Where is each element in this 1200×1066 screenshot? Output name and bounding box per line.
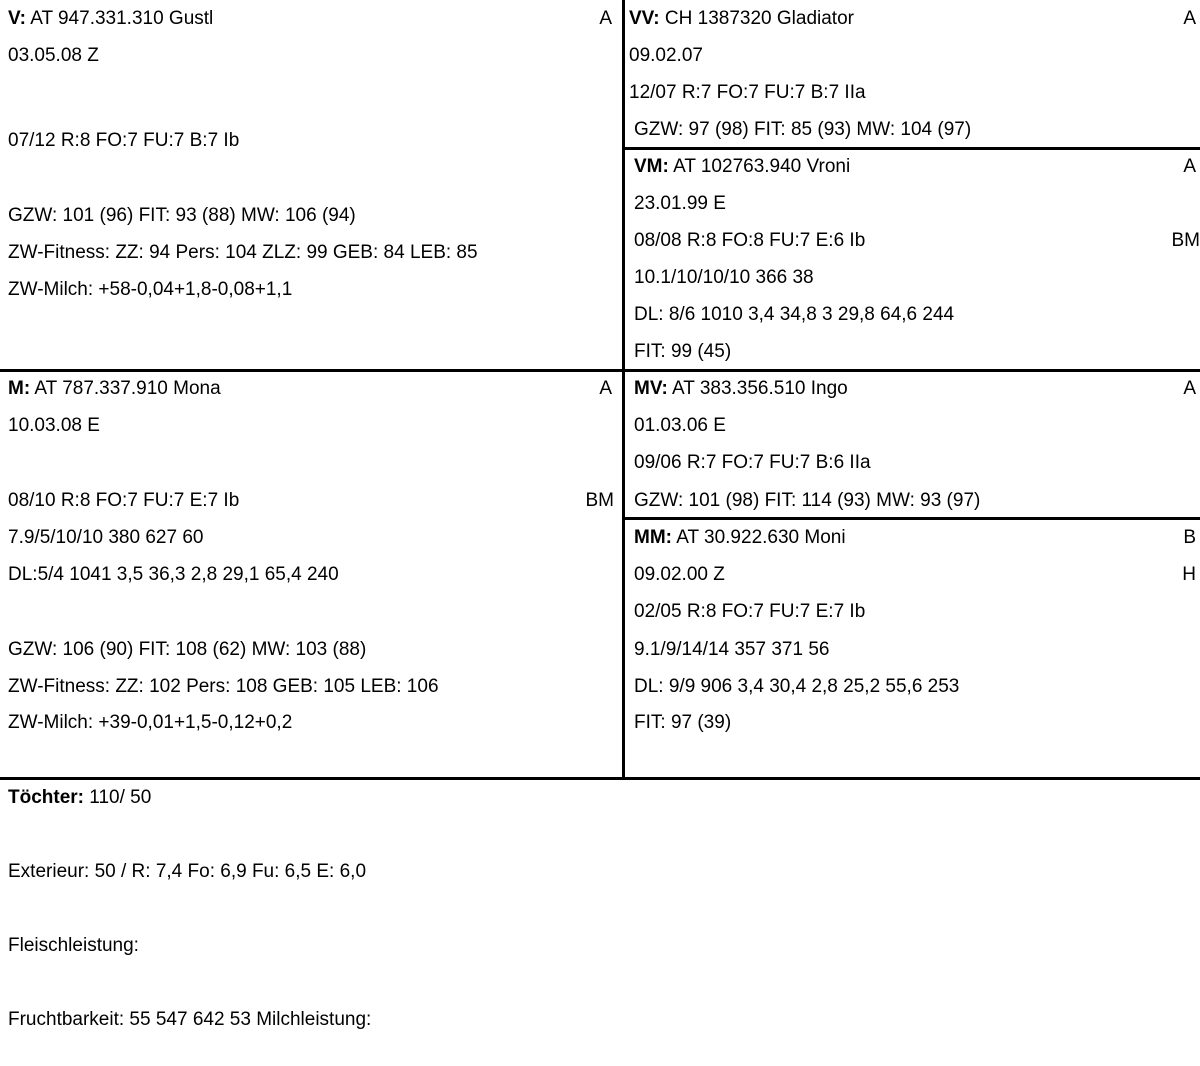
sire-name: AT 947.331.310 Gustl: [30, 8, 214, 29]
dam-dl: DL:5/4 1041 3,5 36,3 2,8 29,1 65,4 240: [8, 564, 339, 585]
vm-score: 08/08 R:8 FO:8 FU:7 E:6 Ib: [634, 230, 866, 251]
dam-lactation: 7.9/5/10/10 380 627 60: [8, 527, 204, 548]
vv-class: A: [1183, 8, 1196, 29]
vm-dl: DL: 8/6 1010 3,4 34,8 3 29,8 64,6 244: [634, 304, 955, 325]
dam-date: 10.03.08 E: [8, 415, 100, 436]
toechter-label: Töchter:: [8, 787, 84, 808]
vm-class: A: [1183, 156, 1196, 177]
dam-class: A: [599, 378, 612, 399]
mv-date: 01.03.06 E: [634, 415, 726, 436]
dam-zw-milch: ZW-Milch: +39-0,01+1,5-0,12+0,2: [8, 712, 293, 733]
mm-mark: H: [1182, 564, 1196, 585]
mv-score: 09/06 R:7 FO:7 FU:7 B:6 IIa: [634, 452, 871, 473]
vm-name: AT 102763.940 Vroni: [673, 156, 851, 177]
sire-score: 07/12 R:8 FO:7 FU:7 B:7 Ib: [8, 130, 240, 151]
mm-score: 02/05 R:8 FO:7 FU:7 E:7 Ib: [634, 601, 866, 622]
sire-class: A: [599, 8, 612, 29]
vertical-divider: [622, 0, 625, 780]
vv-name: CH 1387320 Gladiator: [664, 8, 854, 29]
dam-zw-fitness: ZW-Fitness: ZZ: 102 Pers: 108 GEB: 105 LEB: 106: [8, 676, 439, 697]
vm-fit: FIT: 99 (45): [634, 341, 732, 362]
divider-vv-vm: [622, 147, 1200, 150]
fleischleistung-line: Fleischleistung:: [8, 935, 139, 956]
toechter-value: 110/ 50: [89, 787, 152, 808]
sire-zw-milch: ZW-Milch: +58-0,04+1,8-0,08+1,1: [8, 279, 293, 300]
mm-date: 09.02.00 Z: [634, 564, 725, 585]
divider-upper-lower: [0, 369, 1200, 372]
sire-header: [8, 8, 213, 30]
vv-date: 09.02.07: [629, 45, 703, 66]
mm-name: AT 30.922.630 Moni: [676, 527, 846, 548]
sire-label: V:: [8, 8, 26, 29]
mv-label: MV:: [634, 378, 668, 399]
vv-gzw: GZW: 97 (98) FIT: 85 (93) MW: 104 (97): [634, 119, 972, 140]
mm-class: B: [1183, 527, 1196, 548]
mm-lactation: 9.1/9/14/14 357 371 56: [634, 639, 830, 660]
toechter-line: [8, 787, 151, 809]
vv-label: VV:: [629, 8, 660, 29]
vm-date: 23.01.99 E: [634, 193, 726, 214]
fruchtbarkeit-line: Fruchtbarkeit: 55 547 642 53 Milchleistung:: [8, 1009, 372, 1030]
mm-label: MM:: [634, 527, 672, 548]
vm-lactation: 10.1/10/10/10 366 38: [634, 267, 814, 288]
dam-header: [8, 378, 221, 400]
sire-date: 03.05.08 Z: [8, 45, 99, 66]
mm-header: [634, 527, 846, 549]
divider-mv-mm: [622, 517, 1200, 520]
mv-header: [634, 378, 848, 400]
exterieur-line: Exterieur: 50 / R: 7,4 Fo: 6,9 Fu: 6,5 E: 6,0: [8, 861, 367, 882]
vm-label: VM:: [634, 156, 669, 177]
mv-gzw: GZW: 101 (98) FIT: 114 (93) MW: 93 (97): [634, 490, 981, 511]
dam-label: M:: [8, 378, 31, 399]
mm-fit: FIT: 97 (39): [634, 712, 732, 733]
vv-header: [629, 8, 854, 30]
mm-dl: DL: 9/9 906 3,4 30,4 2,8 25,2 55,6 253: [634, 676, 960, 697]
dam-score: 08/10 R:8 FO:7 FU:7 E:7 Ib: [8, 490, 240, 511]
sire-gzw: GZW: 101 (96) FIT: 93 (88) MW: 106 (94): [8, 205, 356, 226]
dam-mark: BM: [585, 490, 614, 511]
sire-zw-fitness: ZW-Fitness: ZZ: 94 Pers: 104 ZLZ: 99 GEB: 84 LEB: 85: [8, 242, 478, 263]
mv-class: A: [1183, 378, 1196, 399]
divider-footer: [0, 777, 1200, 780]
dam-name: AT 787.337.910 Mona: [34, 378, 221, 399]
vm-header: [634, 156, 850, 178]
vm-mark: BM: [1171, 230, 1200, 251]
vv-score: 12/07 R:7 FO:7 FU:7 B:7 IIa: [629, 82, 866, 103]
dam-gzw: GZW: 106 (90) FIT: 108 (62) MW: 103 (88): [8, 639, 367, 660]
mv-name: AT 383.356.510 Ingo: [672, 378, 848, 399]
